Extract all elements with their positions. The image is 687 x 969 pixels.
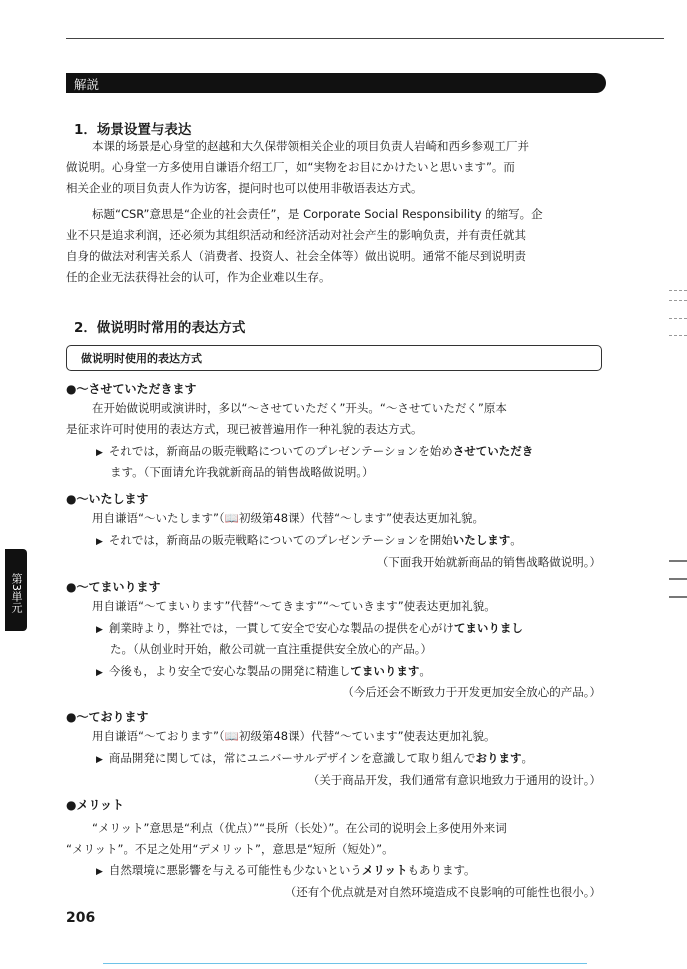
para2-line3: 自身的做法对利害关系人（消费者、投资人、社会全体等）做出说明。通常不能尽到说明责 (66, 249, 526, 263)
para2-line4: 任的企业无法获得社会的认可，作为企业难以生存。 (66, 270, 331, 284)
para1-line1: 本课的场景是心身堂的赵越和大久保带领相关企业的项目负责人岩崎和西乡参观工厂并 (92, 139, 529, 153)
item2-title: ●～いたします (66, 492, 149, 506)
item3-example2: ▶ 今後も，より安全で安心な製品の開発に精進してまいります。 (96, 664, 431, 678)
banner-label: 解説 (74, 77, 100, 92)
item1-line1: 在开始做说明或演讲时，多以“～させていただく”开头。“～させていただく”原本 (92, 401, 507, 415)
triangle-icon: ▶ (96, 755, 103, 765)
para1-line2: 做说明。心身堂一方多使用自谦语介绍工厂，如“実物をお目にかけたいと思います”。而 (66, 160, 515, 174)
top-rule (66, 38, 664, 39)
para2-line2: 业不只是追求利润，还必须为其组织活动和经济活动对社会产生的影响负责，并有责任就其 (66, 228, 526, 242)
scan-mark (669, 300, 687, 301)
expression-box (66, 345, 602, 371)
box-label: 做说明时使用的表达方式 (81, 352, 202, 365)
scan-mark (669, 290, 687, 291)
item4-example: ▶ 商品開発に関しては，常にユニバーサルデザインを意識して取り組んでおります。 (96, 751, 534, 765)
scan-mark (669, 578, 687, 580)
item1-line2: 是征求许可时使用的表达方式，现已被普遍用作一种礼貌的表达方式。 (66, 422, 423, 436)
item2-line1: 用自谦语“～いたします”（📖初级第48课）代替“～します”使表达更加礼貌。 (92, 511, 485, 525)
item1-example-cont: ます。（下面请允许我就新商品的销售战略做说明。） (110, 465, 374, 479)
item4-line1: 用自谦语“～ております”（📖初级第48课）代替“～ています”使表达更加礼貌。 (92, 729, 496, 743)
item5-line1: “メリット”意思是“利点（优点）”“長所（长处）”。在公司的说明会上多使用外来词 (92, 821, 507, 835)
item2-example: ▶ それでは，新商品の販売戦略についてのプレゼンテーションを開始いたします。 (96, 533, 522, 547)
triangle-icon: ▶ (96, 537, 103, 547)
item3-title: ●～てまいります (66, 580, 161, 594)
unit-side-tab: 第3単元 (5, 549, 27, 631)
item2-translation: （下面我开始就新商品的销售战略做说明。） (376, 555, 601, 569)
item4-title: ●～ております (66, 710, 149, 724)
para2-line1: 标题“CSR”意思是“企业的社会责任”，是 Corporate Social Responsibility 的缩写。企 (92, 207, 543, 221)
item3-example1-cont: た。（从创业时开始，敝公司就一直注重提供安全放心的产品。） (110, 642, 432, 656)
page-number: 206 (66, 910, 96, 926)
item3-translation2: （今后还会不断致力于开发更加安全放心的产品。） (342, 685, 601, 699)
item5-example: ▶ 自然環境に悪影響を与える可能性も少ないというメリットもあります。 (96, 863, 476, 877)
item4-translation: （关于商品开发，我们通常有意识地致力于通用的设计。） (307, 773, 601, 787)
item5-title: ●メリット (66, 798, 124, 812)
triangle-icon: ▶ (96, 668, 103, 678)
section2-heading: 2．做说明时常用的表达方式 (74, 320, 246, 336)
scan-mark (669, 318, 687, 319)
item1-example: ▶ それでは，新商品の販売戦略についてのプレゼンテーションを始めさせていただき (96, 444, 534, 458)
item3-line1: 用自谦语“～てまいります”代替“～てきます”“～ていきます”使表达更加礼貌。 (92, 599, 496, 613)
para1-line3: 相关企业的项目负责人作为访客，提问时也可以使用非敬语表达方式。 (66, 181, 423, 195)
triangle-icon: ▶ (96, 867, 103, 877)
item5-translation: （还有个优点就是对自然环境造成不良影响的可能性也很小。） (284, 885, 601, 899)
item1-title: ●～させていただきます (66, 382, 197, 396)
item5-line2: “メリット”。不足之处用“デメリット”，意思是“短所（短处）”。 (66, 842, 394, 856)
triangle-icon: ▶ (96, 625, 103, 635)
section-banner (66, 73, 606, 93)
bottom-rule (103, 963, 587, 964)
section1-heading: 1．场景设置与表达 (74, 122, 192, 138)
scan-mark (669, 560, 687, 562)
scan-mark (669, 596, 687, 598)
triangle-icon: ▶ (96, 448, 103, 458)
scan-mark (669, 335, 687, 336)
item3-example1: ▶ 創業時より，弊社では，一貫して安全で安心な製品の提供を心がけてまいりまし (96, 621, 523, 635)
